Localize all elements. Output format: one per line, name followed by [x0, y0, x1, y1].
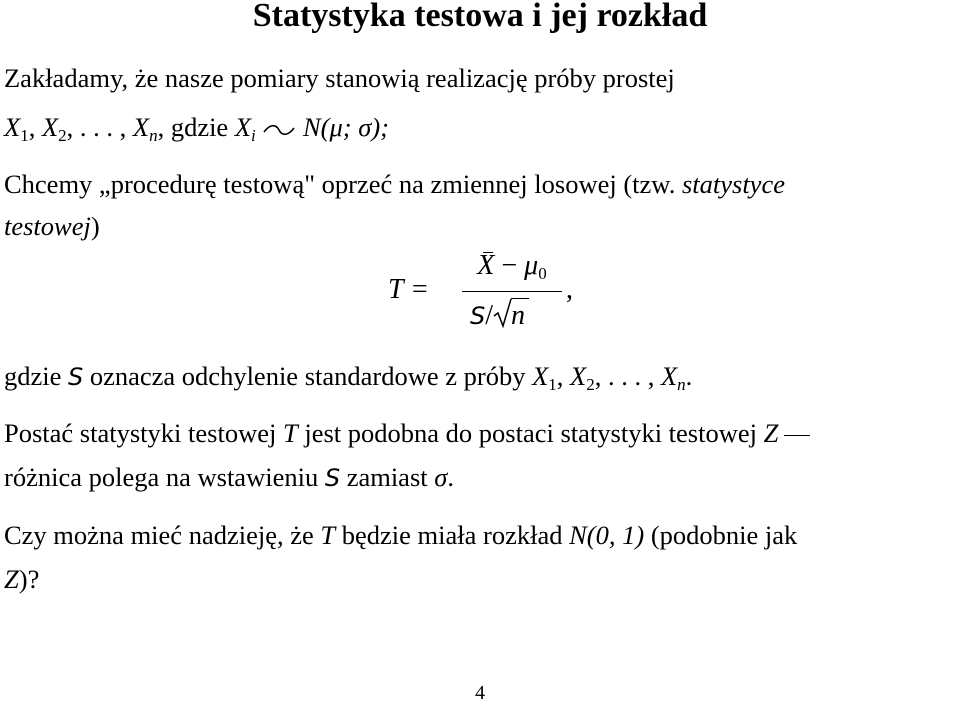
em-dash: [784, 435, 810, 436]
paragraph-2-line-2: testowej): [4, 211, 100, 241]
formula-lhs: T =: [388, 274, 429, 305]
paragraph-5-line-1: Czy można mieć nadzieję, że T będzie miała rozkład N(0, 1) (podobnie jak: [4, 520, 798, 550]
slide: Statystyka testowa i jej rozkład Zakładamy, że nasze pomiary stanowią realizację próby prostej $X_1$, $X_2$, . . . , $X_n$, gdzie $X_i$ N(μ; σ); Chcemy „procedurę testową" oprzeć na zmiennej losowej (tzw. statystyce testowej) T = $X - \mu_0$ S/ n , gdzie S oznacza odchylenie standardowe z próby $X_1$, $X_2$, . . . , $X_n$. Postać statystyki testowej T jest podobna do postaci statystyki testowej Z różnica polega na wstawieniu S zamiast σ. Czy można mieć nadzieję, że T będzie miała rozkład N(0, 1) (podobnie jak Z)? 4: [0, 0, 960, 703]
paragraph-1-line-2: $X_1$, $X_2$, . . . , $X_n$, gdzie $X_i$ N(μ; σ);: [4, 112, 389, 145]
paragraph-1-line-1: Zakładamy, że nasze pomiary stanowią realizację próby prostej: [4, 63, 675, 93]
tilde-symbol: [262, 123, 296, 137]
fraction-bar: [462, 291, 562, 292]
paragraph-2-line-1: Chcemy „procedurę testową" oprzeć na zmiennej losowej (tzw. statystyce: [4, 169, 785, 199]
paragraph-4-line-2: różnica polega na wstawieniu S zamiast σ.: [4, 462, 454, 492]
formula-denominator: S/ n: [470, 296, 529, 332]
paragraph-3: gdzie S oznacza odchylenie standardowe z próby $X_1$, $X_2$, . . . , $X_n$.: [4, 361, 693, 394]
x-bar: X: [477, 250, 495, 281]
paragraph-5-line-2: Z)?: [4, 564, 40, 594]
square-root: n: [493, 296, 529, 332]
slide-title: Statystyka testowa i jej rozkład: [252, 0, 708, 34]
page-number: 4: [475, 682, 485, 704]
paragraph-4-line-1: Postać statystyki testowej T jest podobna do postaci statystyki testowej Z: [4, 417, 810, 449]
formula-numerator: $X - \mu_0$: [477, 250, 547, 283]
radical-sign-icon: [493, 296, 513, 328]
